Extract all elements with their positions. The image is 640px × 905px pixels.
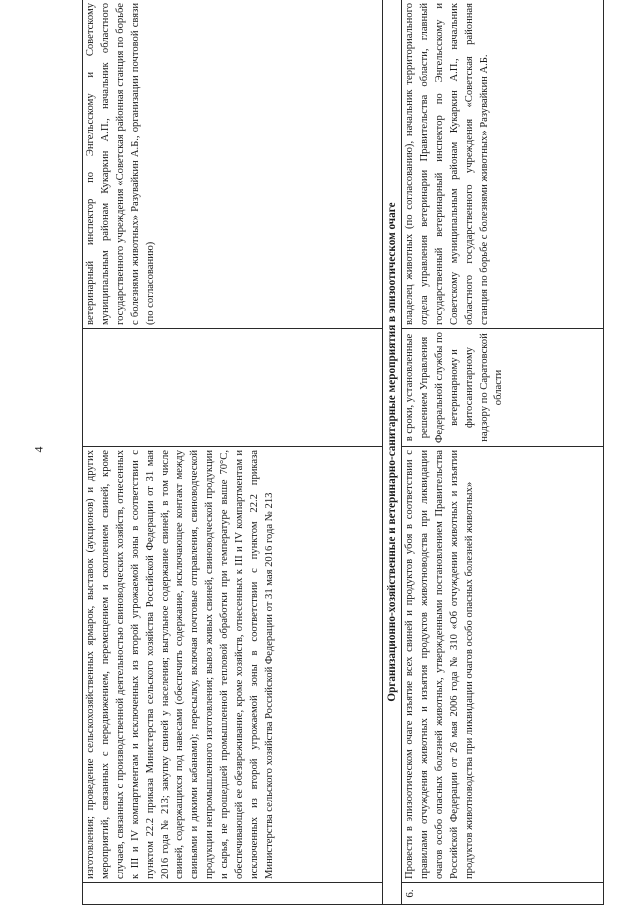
section-title: Организационно-хозяйственные и ветеринарно-санитарные мероприятия в эпизоотическом очаге xyxy=(383,0,402,905)
row-number-cell: 6. xyxy=(402,883,604,905)
responsible-cell: ветеринарный инспектор по Энгельсскому и Советскому муниципальным районам Кукаркин А.П., начальник областного государственного учреждения «Советская районная станция по борьбе с болезнями животных» Разувайкин А.Б., организации почтовой связи (по согласованию) xyxy=(83,0,383,329)
measures-cell: изготовления; проведение сельскохозяйственных ярмарок, выставок (аукционов) и других мероприятий, связанных с передвижением, перемещением и скоплением свиней, кроме случаев, связанных с производственной деятельностью свиноводческих хозяйств, отнесенных к III и IV компартментам и исключенных из второй угрожаемой зоны в соответствии с пунктом 22.2 приказа Министерства сельского хозяйства Российской Федерации от 31 мая 2016 года № 213; закупку свиней у населения; выгульное содержание свиней, в том числе свиней, содержащихся под навесами (обеспечить содержание, исключающее контакт между свиньями и дикими кабанами); пересылку, включая почтовые отправления, свиноводческой продукции непромышленного изготовления; вывоз живых свиней, свиноводческой продукции и сырья, не прошедшей промышленной тепловой обработки при температуре выше 70°С, обеспечивающей ее обезвреживание, кроме хозяйств, отнесенных к III и IV компартментам и исключенных из второй угрожаемой зоны в соответствии с пунктом 22.2 приказа Министерства сельского хозяйства Российской Федерации от 31 мая 2016 года № 213 xyxy=(83,447,383,883)
page-number: 4 xyxy=(31,446,46,453)
responsible-cell: владелец животных (по согласованию), начальник территориального отдела управления ветеринарии Правительства области, главный государственный ветеринарный инспектор по Энгельсскому и Советскому муниципальным районам Кукаркин А.П., начальник областного государственного учреждения «Советская районная станция по борьбе с болезнями животных» Разувайкин А.Б. xyxy=(402,0,604,329)
measures-cell: Провести в эпизоотическом очаге изъятие всех свиней и продуктов убоя в соответствии с правилами отчуждения животных и изъятия продуктов животноводства при ликвидации очагов особо опасных болезней животных, утвержденными постановлением Правительства Российской Федерации от 26 мая 2006 года № 310 «Об отчуждении животных и изъятии продуктов животноводства при ликвидации очагов особо опасных болезней животных» xyxy=(402,447,604,883)
rotated-table-area xyxy=(82,0,604,905)
measures-table xyxy=(82,0,604,905)
deadline-cell: в сроки, установленные решением Управления Федеральной службы по ветеринарному и фитосанитарному надзору по Саратовской области xyxy=(402,329,604,447)
deadline-cell xyxy=(83,329,383,447)
row-number-cell xyxy=(83,883,383,905)
section-header-row xyxy=(383,0,402,905)
table-row xyxy=(402,0,604,905)
table-row xyxy=(83,0,383,905)
